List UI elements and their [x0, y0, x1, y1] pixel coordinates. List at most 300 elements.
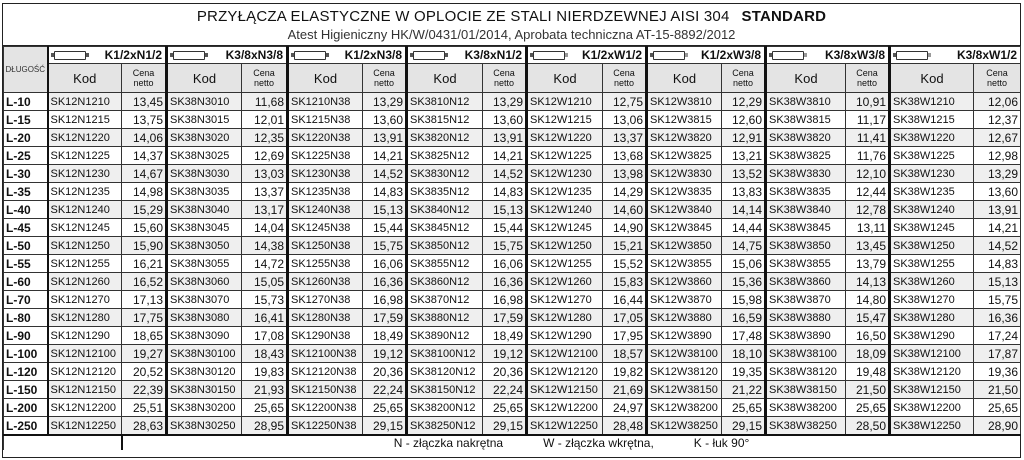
net-price: 15,47 — [846, 309, 890, 327]
length-cell: L-20 — [4, 129, 48, 147]
group-label: K1/2xW1/2 — [581, 48, 642, 62]
net-price: 12,06 — [974, 93, 1021, 111]
hose-icon — [294, 51, 326, 60]
hose-icon — [533, 51, 565, 60]
cena-header: Cena netto — [846, 64, 890, 93]
net-price: 14,21 — [363, 147, 407, 165]
product-code: SK12W3890 — [647, 327, 722, 345]
net-price: 25,65 — [242, 399, 288, 417]
hose-icon — [772, 51, 804, 60]
product-code: SK12W12100 — [527, 345, 603, 363]
product-code: SK12N1220 — [48, 129, 122, 147]
net-price: 14,60 — [603, 201, 647, 219]
net-price: 19,82 — [603, 363, 647, 381]
cena-header: Cena netto — [242, 64, 288, 93]
net-price: 13,91 — [974, 201, 1021, 219]
net-price: 15,75 — [974, 291, 1021, 309]
kod-header: Kod — [766, 64, 846, 93]
net-price: 15,90 — [122, 237, 167, 255]
net-price: 13,60 — [483, 111, 527, 129]
product-code: SK12W3845 — [647, 219, 722, 237]
price-table — [3, 46, 1021, 450]
net-price: 17,87 — [974, 345, 1021, 363]
product-code: SK3845N12 — [407, 219, 483, 237]
page-title — [3, 4, 1020, 25]
net-price: 14,80 — [846, 291, 890, 309]
net-price: 16,36 — [974, 309, 1021, 327]
product-code: SK38W1215 — [890, 111, 974, 129]
net-price: 15,13 — [974, 273, 1021, 291]
cena-header: Cena netto — [603, 64, 647, 93]
hose-icon — [653, 51, 685, 60]
net-price: 13,91 — [363, 129, 407, 147]
net-price: 22,24 — [363, 381, 407, 399]
product-code: SK12W1215 — [527, 111, 603, 129]
cena-header: Cena netto — [122, 64, 167, 93]
table-row — [4, 381, 1021, 399]
group-header — [647, 47, 766, 64]
length-cell: L-90 — [4, 327, 48, 345]
product-code: SK38W38150 — [766, 381, 846, 399]
product-code: SK12W3870 — [647, 291, 722, 309]
net-price: 21,69 — [603, 381, 647, 399]
product-code: SK38N3035 — [167, 183, 242, 201]
product-code: SK38N30100 — [167, 345, 242, 363]
net-price: 17,08 — [242, 327, 288, 345]
net-price: 22,39 — [122, 381, 167, 399]
product-code: SK3890N12 — [407, 327, 483, 345]
net-price: 17,13 — [122, 291, 167, 309]
net-price: 16,36 — [483, 273, 527, 291]
net-price: 13,52 — [722, 165, 766, 183]
net-price: 12,69 — [242, 147, 288, 165]
length-cell: L-100 — [4, 345, 48, 363]
net-price: 14,83 — [483, 183, 527, 201]
product-code: SK12W1240 — [527, 201, 603, 219]
product-code: SK12100N38 — [288, 345, 363, 363]
product-code: SK12W1270 — [527, 291, 603, 309]
product-code: SK12W1230 — [527, 165, 603, 183]
product-code: SK12W38100 — [647, 345, 722, 363]
net-price: 18,65 — [122, 327, 167, 345]
net-price: 13,11 — [846, 219, 890, 237]
product-code: SK1280N38 — [288, 309, 363, 327]
net-price: 16,44 — [603, 291, 647, 309]
group-label: K1/2xW3/8 — [700, 48, 761, 62]
kod-header: Kod — [288, 64, 363, 93]
net-price: 14,14 — [722, 201, 766, 219]
hose-icon — [896, 51, 928, 60]
product-code: SK1250N38 — [288, 237, 363, 255]
net-price: 14,98 — [122, 183, 167, 201]
product-code: SK38N3015 — [167, 111, 242, 129]
net-price: 25,65 — [483, 399, 527, 417]
product-code: SK12W38150 — [647, 381, 722, 399]
product-code: SK38W3815 — [766, 111, 846, 129]
net-price: 14,44 — [722, 219, 766, 237]
product-code: SK38N3030 — [167, 165, 242, 183]
product-code: SK12150N38 — [288, 381, 363, 399]
net-price: 13,21 — [722, 147, 766, 165]
table-row — [4, 417, 1021, 436]
net-price: 14,29 — [603, 183, 647, 201]
net-price: 12,67 — [974, 129, 1021, 147]
product-code: SK38N30250 — [167, 417, 242, 436]
product-code: SK12W1250 — [527, 237, 603, 255]
product-code: SK38W3860 — [766, 273, 846, 291]
length-cell: L-30 — [4, 165, 48, 183]
net-price: 22,24 — [483, 381, 527, 399]
net-price: 20,36 — [483, 363, 527, 381]
net-price: 21,50 — [846, 381, 890, 399]
product-code: SK38W3825 — [766, 147, 846, 165]
product-code: SK38200N12 — [407, 399, 483, 417]
net-price: 12,44 — [846, 183, 890, 201]
net-price: 19,27 — [122, 345, 167, 363]
product-code: SK12N12120 — [48, 363, 122, 381]
product-code: SK38N3060 — [167, 273, 242, 291]
length-cell: L-80 — [4, 309, 48, 327]
product-code: SK12N1280 — [48, 309, 122, 327]
product-code: SK3840N12 — [407, 201, 483, 219]
product-code: SK3815N12 — [407, 111, 483, 129]
product-code: SK38N3020 — [167, 129, 242, 147]
table-row — [4, 345, 1021, 363]
product-code: SK38N3080 — [167, 309, 242, 327]
product-code: SK3830N12 — [407, 165, 483, 183]
table-row — [4, 291, 1021, 309]
product-code: SK12N12200 — [48, 399, 122, 417]
product-code: SK38W38200 — [766, 399, 846, 417]
kod-header: Kod — [527, 64, 603, 93]
product-code: SK38W1290 — [890, 327, 974, 345]
product-code: SK3855N12 — [407, 255, 483, 273]
net-price: 16,50 — [846, 327, 890, 345]
product-code: SK38W1225 — [890, 147, 974, 165]
net-price: 16,41 — [242, 309, 288, 327]
product-code: SK12W1220 — [527, 129, 603, 147]
net-price: 13,60 — [363, 111, 407, 129]
product-code: SK12W1245 — [527, 219, 603, 237]
length-cell: L-150 — [4, 381, 48, 399]
net-price: 28,90 — [974, 417, 1021, 436]
hose-icon — [54, 51, 86, 60]
product-code: SK38N3070 — [167, 291, 242, 309]
net-price: 19,36 — [974, 363, 1021, 381]
product-code: SK12W3880 — [647, 309, 722, 327]
product-code: SK38W3880 — [766, 309, 846, 327]
legend — [122, 435, 1021, 450]
table-row — [4, 183, 1021, 201]
product-code: SK12W1290 — [527, 327, 603, 345]
net-price: 15,44 — [363, 219, 407, 237]
net-price: 16,52 — [122, 273, 167, 291]
net-price: 13,17 — [242, 201, 288, 219]
kod-header: Kod — [167, 64, 242, 93]
product-code: SK38W1210 — [890, 93, 974, 111]
group-label: K3/8xN1/2 — [464, 48, 522, 62]
net-price: 16,59 — [722, 309, 766, 327]
net-price: 21,93 — [242, 381, 288, 399]
product-code: SK12N1260 — [48, 273, 122, 291]
product-code: SK38W3850 — [766, 237, 846, 255]
net-price: 13,45 — [122, 93, 167, 111]
net-price: 14,52 — [483, 165, 527, 183]
product-code: SK12N1270 — [48, 291, 122, 309]
net-price: 14,83 — [363, 183, 407, 201]
net-price: 17,95 — [603, 327, 647, 345]
product-code: SK12W38250 — [647, 417, 722, 436]
group-header-row — [4, 47, 1021, 64]
product-code: SK38N3040 — [167, 201, 242, 219]
net-price: 17,59 — [483, 309, 527, 327]
net-price: 14,67 — [122, 165, 167, 183]
product-code: SK38N3025 — [167, 147, 242, 165]
product-code: SK38W38120 — [766, 363, 846, 381]
table-row — [4, 399, 1021, 417]
product-code: SK38W1260 — [890, 273, 974, 291]
hose-icon — [413, 51, 445, 60]
net-price: 25,65 — [722, 399, 766, 417]
net-price: 28,63 — [122, 417, 167, 436]
net-price: 16,36 — [363, 273, 407, 291]
product-code: SK12N12250 — [48, 417, 122, 436]
net-price: 18,57 — [603, 345, 647, 363]
net-price: 20,36 — [363, 363, 407, 381]
product-code: SK38W3830 — [766, 165, 846, 183]
net-price: 14,21 — [974, 219, 1021, 237]
product-code: SK12N1225 — [48, 147, 122, 165]
length-cell: L-50 — [4, 237, 48, 255]
net-price: 28,48 — [603, 417, 647, 436]
net-price: 15,73 — [242, 291, 288, 309]
product-code: SK38W12120 — [890, 363, 974, 381]
kod-header: Kod — [48, 64, 122, 93]
product-code: SK12200N38 — [288, 399, 363, 417]
product-code: SK38W3840 — [766, 201, 846, 219]
net-price: 14,83 — [974, 255, 1021, 273]
net-price: 14,72 — [242, 255, 288, 273]
group-label: K3/8xW1/2 — [956, 48, 1017, 62]
net-price: 18,10 — [722, 345, 766, 363]
net-price: 25,65 — [974, 399, 1021, 417]
net-price: 16,06 — [483, 255, 527, 273]
product-code: SK12W3840 — [647, 201, 722, 219]
product-code: SK38W1240 — [890, 201, 974, 219]
net-price: 15,13 — [363, 201, 407, 219]
product-code: SK38120N12 — [407, 363, 483, 381]
product-code: SK38N3055 — [167, 255, 242, 273]
net-price: 12,98 — [974, 147, 1021, 165]
certificate-subtitle: Atest Higieniczny HK/W/0431/01/2014, Aprobata techniczna AT-15-8892/2012 — [287, 27, 736, 42]
net-price: 16,98 — [483, 291, 527, 309]
product-code: SK38W1235 — [890, 183, 974, 201]
product-code: SK38N3050 — [167, 237, 242, 255]
product-code: SK38W1250 — [890, 237, 974, 255]
net-price: 13,37 — [242, 183, 288, 201]
kod-header: Kod — [647, 64, 722, 93]
table-row — [4, 255, 1021, 273]
group-label: K3/8xW3/8 — [824, 48, 885, 62]
net-price: 12,35 — [242, 129, 288, 147]
product-code: SK38W3845 — [766, 219, 846, 237]
product-code: SK12N1240 — [48, 201, 122, 219]
product-code: SK1240N38 — [288, 201, 363, 219]
product-code: SK12W3855 — [647, 255, 722, 273]
product-code: SK38N3010 — [167, 93, 242, 111]
product-code: SK38150N12 — [407, 381, 483, 399]
length-cell: L-120 — [4, 363, 48, 381]
product-code: SK3820N12 — [407, 129, 483, 147]
product-code: SK12W3830 — [647, 165, 722, 183]
product-code: SK12W12200 — [527, 399, 603, 417]
net-price: 13,60 — [974, 183, 1021, 201]
product-code: SK38W1220 — [890, 129, 974, 147]
group-header — [407, 47, 527, 64]
legend-row — [4, 435, 1021, 450]
net-price: 14,52 — [974, 237, 1021, 255]
net-price: 13,98 — [603, 165, 647, 183]
group-header — [288, 47, 407, 64]
net-price: 19,83 — [242, 363, 288, 381]
product-code: SK3860N12 — [407, 273, 483, 291]
legend-n: N - złączka nakrętna — [393, 436, 504, 450]
title-text: PRZYŁĄCZA ELASTYCZNE W OPLOCIE ZE STALI NIERDZEWNEJ AISI 304 — [196, 8, 730, 25]
product-code: SK38N30120 — [167, 363, 242, 381]
product-code: SK38W1230 — [890, 165, 974, 183]
net-price: 15,60 — [122, 219, 167, 237]
product-code: SK12W3825 — [647, 147, 722, 165]
length-cell: L-10 — [4, 93, 48, 111]
net-price: 15,05 — [242, 273, 288, 291]
product-code: SK38250N12 — [407, 417, 483, 436]
product-code: SK38W1270 — [890, 291, 974, 309]
net-price: 12,75 — [603, 93, 647, 111]
net-price: 29,15 — [363, 417, 407, 436]
net-price: 21,22 — [722, 381, 766, 399]
net-price: 12,29 — [722, 93, 766, 111]
product-code: SK12N1290 — [48, 327, 122, 345]
product-code: SK38W12150 — [890, 381, 974, 399]
product-code: SK12W1210 — [527, 93, 603, 111]
legend-k: K - łuk 90° — [693, 436, 750, 450]
product-code: SK38W12100 — [890, 345, 974, 363]
net-price: 13,03 — [242, 165, 288, 183]
table-row — [4, 111, 1021, 129]
net-price: 14,90 — [603, 219, 647, 237]
length-cell: L-70 — [4, 291, 48, 309]
net-price: 20,52 — [122, 363, 167, 381]
product-code: SK38N30200 — [167, 399, 242, 417]
net-price: 16,98 — [363, 291, 407, 309]
net-price: 28,95 — [242, 417, 288, 436]
net-price: 17,59 — [363, 309, 407, 327]
group-header — [48, 47, 167, 64]
product-code: SK3825N12 — [407, 147, 483, 165]
kod-header: Kod — [407, 64, 483, 93]
net-price: 13,91 — [483, 129, 527, 147]
net-price: 19,48 — [846, 363, 890, 381]
length-cell: L-60 — [4, 273, 48, 291]
net-price: 21,50 — [974, 381, 1021, 399]
net-price: 12,37 — [974, 111, 1021, 129]
product-code: SK12N1255 — [48, 255, 122, 273]
net-price: 25,65 — [846, 399, 890, 417]
product-code: SK38W1255 — [890, 255, 974, 273]
net-price: 15,75 — [363, 237, 407, 255]
product-code: SK38W3835 — [766, 183, 846, 201]
product-code: SK3835N12 — [407, 183, 483, 201]
kod-header: Kod — [890, 64, 974, 93]
net-price: 15,29 — [122, 201, 167, 219]
net-price: 11,41 — [846, 129, 890, 147]
net-price: 16,06 — [363, 255, 407, 273]
table-row — [4, 309, 1021, 327]
product-code: SK38N30150 — [167, 381, 242, 399]
net-price: 13,45 — [846, 237, 890, 255]
length-cell: L-55 — [4, 255, 48, 273]
product-code: SK12N1215 — [48, 111, 122, 129]
legend-w: W - złączka wkrętna, — [543, 436, 654, 450]
product-code: SK12N1245 — [48, 219, 122, 237]
group-label: K1/2xN3/8 — [344, 48, 402, 62]
product-code: SK3850N12 — [407, 237, 483, 255]
net-price: 15,83 — [603, 273, 647, 291]
product-code: SK1290N38 — [288, 327, 363, 345]
product-code: SK12W12250 — [527, 417, 603, 436]
table-row — [4, 327, 1021, 345]
net-price: 19,35 — [722, 363, 766, 381]
product-code: SK38W12200 — [890, 399, 974, 417]
product-code: SK38W1280 — [890, 309, 974, 327]
product-code: SK12N1250 — [48, 237, 122, 255]
table-row — [4, 363, 1021, 381]
product-code: SK12W1235 — [527, 183, 603, 201]
cena-header: Cena netto — [363, 64, 407, 93]
cena-header: Cena netto — [483, 64, 527, 93]
product-code: SK1230N38 — [288, 165, 363, 183]
table-row — [4, 147, 1021, 165]
product-code: SK38W1245 — [890, 219, 974, 237]
net-price: 14,13 — [846, 273, 890, 291]
product-code: SK38N3045 — [167, 219, 242, 237]
product-code: SK12W12120 — [527, 363, 603, 381]
product-code: SK12W12150 — [527, 381, 603, 399]
net-price: 15,36 — [722, 273, 766, 291]
product-code: SK1245N38 — [288, 219, 363, 237]
product-code: SK12W1260 — [527, 273, 603, 291]
net-price: 14,75 — [722, 237, 766, 255]
group-label: K3/8xN3/8 — [225, 48, 283, 62]
net-price: 18,09 — [846, 345, 890, 363]
net-price: 12,10 — [846, 165, 890, 183]
net-price: 16,21 — [122, 255, 167, 273]
product-code: SK1215N38 — [288, 111, 363, 129]
net-price: 25,51 — [122, 399, 167, 417]
net-price: 14,04 — [242, 219, 288, 237]
net-price: 18,43 — [242, 345, 288, 363]
product-code: SK1260N38 — [288, 273, 363, 291]
net-price: 18,49 — [483, 327, 527, 345]
product-code: SK38W12250 — [890, 417, 974, 436]
table-row — [4, 273, 1021, 291]
net-price: 12,78 — [846, 201, 890, 219]
net-price: 10,91 — [846, 93, 890, 111]
product-code: SK38W38100 — [766, 345, 846, 363]
product-code: SK1255N38 — [288, 255, 363, 273]
product-code: SK3810N12 — [407, 93, 483, 111]
product-code: SK38N3090 — [167, 327, 242, 345]
